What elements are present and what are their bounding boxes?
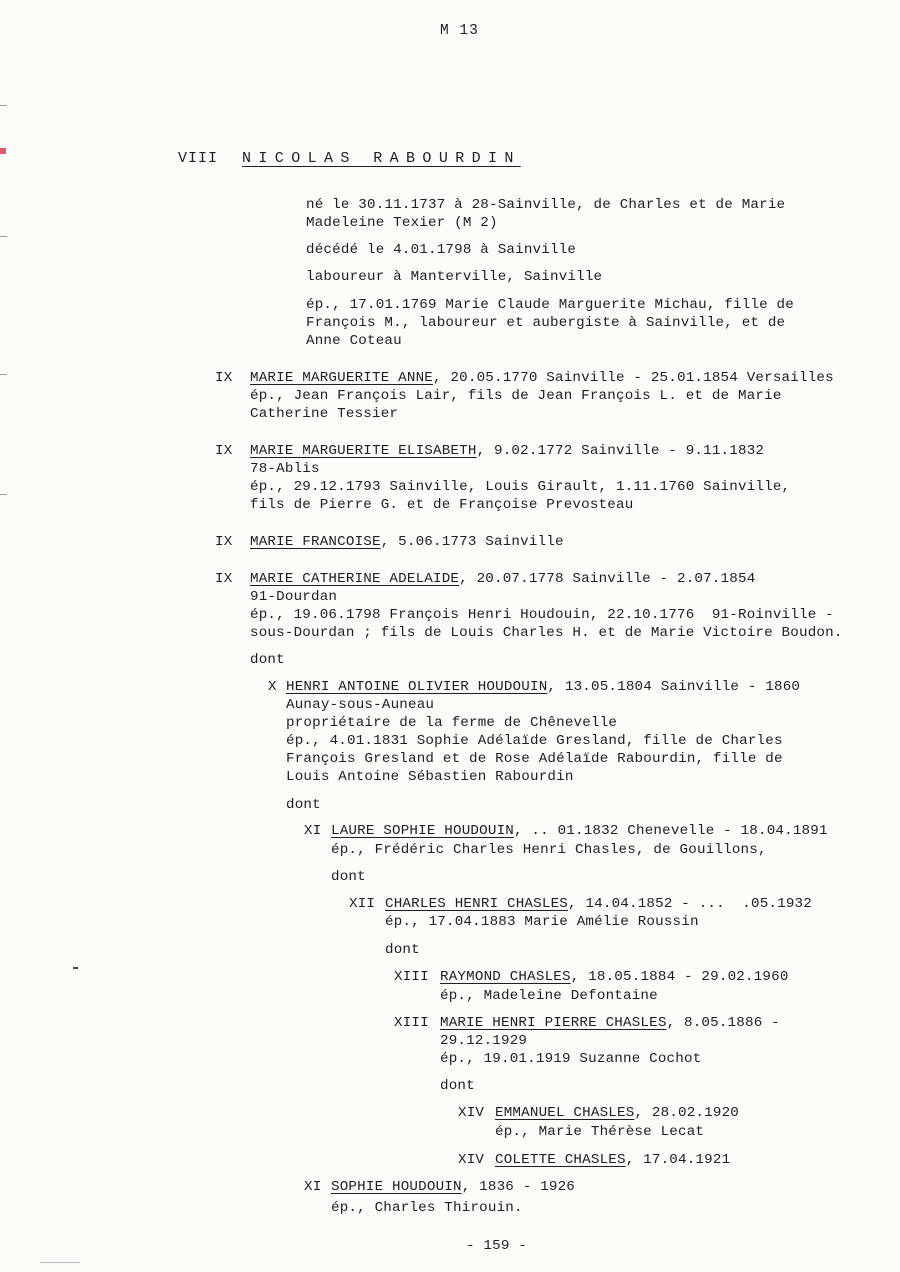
marriage-line: Anne Coteau xyxy=(306,333,402,349)
margin-mark xyxy=(0,105,7,106)
date-line: 29.12.1929 xyxy=(440,1033,528,1049)
person-name: CHARLES HENRI CHASLES xyxy=(385,896,568,912)
person-name: COLETTE CHASLES xyxy=(495,1152,626,1168)
dont-label: dont xyxy=(331,869,366,885)
spouse-line: ép., 19.06.1798 François Henri Houdouin, 22.10.1776 91-Roinville - xyxy=(250,607,834,623)
dates: , 28.02.1920 xyxy=(634,1105,740,1121)
child-entry xyxy=(495,1151,730,1169)
spouse-line: sous-Dourdan ; fils de Louis Charles H. et de Marie Victoire Boudon. xyxy=(250,625,843,641)
marriage-line: François M., laboureur et aubergiste à Sainville, et de xyxy=(306,315,786,331)
margin-mark xyxy=(0,494,7,495)
spouse-line: Catherine Tessier xyxy=(250,406,399,422)
spouse-line: fils de Pierre G. et de Françoise Prevosteau xyxy=(250,497,634,513)
place-line: 91-Dourdan xyxy=(250,589,338,605)
spouse-line: ép., Marie Thérèse Lecat xyxy=(495,1124,705,1140)
generation-roman: XIV xyxy=(458,1105,485,1121)
child-entry xyxy=(440,1014,780,1032)
person-name: LAURE SOPHIE HOUDOUIN xyxy=(331,823,514,839)
dont-label: dont xyxy=(385,942,420,958)
spouse-line: ép., Charles Thirouin. xyxy=(331,1200,523,1216)
spouse-line: ép., Madeleine Defontaine xyxy=(440,988,658,1004)
child-entry xyxy=(385,895,812,913)
generation-roman: XII xyxy=(349,896,376,912)
dates: , 20.05.1770 Sainville - 25.01.1854 Versailles xyxy=(433,370,834,386)
generation-roman: IX xyxy=(215,443,233,459)
spouse-line: Louis Antoine Sébastien Rabourdin xyxy=(286,769,574,785)
person-name: MARIE HENRI PIERRE CHASLES xyxy=(440,1015,667,1031)
dont-label: dont xyxy=(440,1078,475,1094)
dont-label: dont xyxy=(286,797,321,813)
generation-roman: VIII xyxy=(178,150,219,167)
death-line: décédé le 4.01.1798 à Sainville xyxy=(306,242,577,258)
scan-mark xyxy=(40,1262,80,1263)
generation-roman: IX xyxy=(215,571,233,587)
person-name: MARIE CATHERINE ADELAIDE xyxy=(250,571,460,587)
dates: , 5.06.1773 Sainville xyxy=(380,534,564,550)
person-name: MARIE FRANCOISE xyxy=(250,534,381,550)
dates: , 1836 - 1926 xyxy=(461,1179,575,1195)
child-entry xyxy=(250,369,834,387)
child-entry xyxy=(250,570,755,588)
birth-line: Madeleine Texier (M 2) xyxy=(306,215,498,231)
spouse-line: ép., 4.01.1831 Sophie Adélaïde Gresland, fille de Charles xyxy=(286,733,783,749)
dates: , 13.05.1804 Sainville - 1860 xyxy=(547,679,801,695)
spouse-line: ép., 19.01.1919 Suzanne Cochot xyxy=(440,1051,702,1067)
occupation-line: propriétaire de la ferme de Chênevelle xyxy=(286,715,618,731)
person-name: RAYMOND CHASLES xyxy=(440,969,571,985)
generation-roman: XIII xyxy=(394,969,429,985)
spouse-line: ép., Jean François Lair, fils de Jean François L. et de Marie xyxy=(250,388,782,404)
marriage-line: ép., 17.01.1769 Marie Claude Marguerite Michau, fille de xyxy=(306,297,794,313)
margin-mark xyxy=(0,236,7,237)
generation-roman: IX xyxy=(215,370,233,386)
child-entry xyxy=(440,968,789,986)
spouse-line: ép., 29.12.1793 Sainville, Louis Girault, 1.11.1760 Sainville, xyxy=(250,479,791,495)
occupation-line: laboureur à Manterville, Sainville xyxy=(306,269,603,285)
dates: , 17.04.1921 xyxy=(625,1152,731,1168)
dates: , 8.05.1886 - xyxy=(666,1015,780,1031)
child-entry xyxy=(495,1104,739,1122)
child-entry xyxy=(286,678,800,696)
place-line: 78-Ablis xyxy=(250,461,320,477)
generation-roman: IX xyxy=(215,534,233,550)
spouse-line: François Gresland et de Rose Adélaïde Rabourdin, fille de xyxy=(286,751,783,767)
spouse-line: ép., 17.04.1883 Marie Amélie Roussin xyxy=(385,914,699,930)
child-entry xyxy=(331,822,828,840)
person-title-name: NICOLAS RABOURDIN xyxy=(242,150,521,167)
generation-roman: X xyxy=(268,679,277,695)
person-name: MARIE MARGUERITE ELISABETH xyxy=(250,443,477,459)
dates: , 20.07.1778 Sainville - 2.07.1854 xyxy=(459,571,756,587)
birth-line: né le 30.11.1737 à 28-Sainville, de Charles et de Marie xyxy=(306,197,786,213)
dates: , .. 01.1832 Chenevelle - 18.04.1891 xyxy=(514,823,828,839)
child-entry xyxy=(331,1178,575,1196)
dates: , 14.04.1852 - ... .05.1932 xyxy=(568,896,812,912)
dont-label: dont xyxy=(250,652,285,668)
generation-roman: XI xyxy=(304,823,322,839)
generation-roman: XIV xyxy=(458,1152,485,1168)
child-entry xyxy=(250,533,564,551)
margin-mark xyxy=(0,148,6,154)
person-name: MARIE MARGUERITE ANNE xyxy=(250,370,433,386)
spouse-line: ép., Frédéric Charles Henri Chasles, de Gouillons, xyxy=(331,842,767,858)
child-entry xyxy=(250,442,764,460)
margin-mark xyxy=(0,374,7,375)
person-name: SOPHIE HOUDOUIN xyxy=(331,1179,462,1195)
page-number: - 159 - xyxy=(466,1238,527,1254)
place-line: Aunay-sous-Auneau xyxy=(286,697,435,713)
page-code: M 13 xyxy=(440,23,479,39)
dates: , 18.05.1884 - 29.02.1960 xyxy=(570,969,789,985)
person-name: EMMANUEL CHASLES xyxy=(495,1105,635,1121)
generation-roman: XI xyxy=(304,1179,322,1195)
person-name: HENRI ANTOINE OLIVIER HOUDOUIN xyxy=(286,679,548,695)
generation-roman: XIII xyxy=(394,1015,429,1031)
dates: , 9.02.1772 Sainville - 9.11.1832 xyxy=(476,443,765,459)
ink-speck xyxy=(73,967,78,969)
